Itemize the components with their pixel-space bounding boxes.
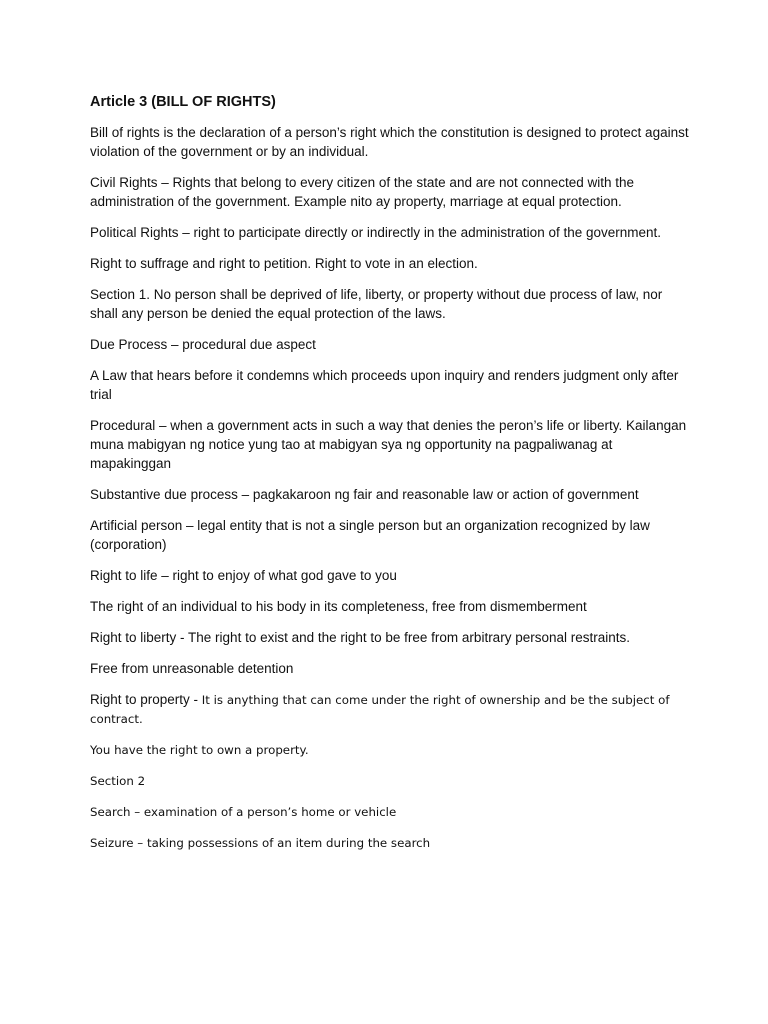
paragraph-civil-rights: Civil Rights – Rights that belong to every citizen of the state and are not connected with the administration of the government. Example nito ay property, marriage at equal protection. — [90, 175, 635, 209]
paragraph-right-to-life: Right to life – right to enjoy of what god gave to you — [90, 568, 397, 583]
paragraph-search: Search – examination of a person’s home or vehicle — [90, 805, 397, 819]
paragraph-section-2: Section 2 — [90, 774, 146, 788]
right-to-property-text: It is anything that can come under the right of ownership and be the subject of contract. — [90, 693, 670, 726]
paragraph-free-from-detention: Free from unreasonable detention — [90, 661, 294, 676]
right-to-property-lead: Right to property - — [90, 692, 202, 707]
paragraph-seizure: Seizure – taking possessions of an item during the search — [90, 836, 431, 850]
article-title: Article 3 (BILL OF RIGHTS) — [90, 94, 276, 110]
paragraph-right-to-liberty: Right to liberty - The right to exist and the right to be free from arbitrary personal restraints. — [90, 630, 630, 645]
paragraph-own-property: You have the right to own a property. — [90, 743, 309, 757]
document-body — [90, 93, 690, 865]
paragraph-right-to-property — [90, 690, 690, 729]
paragraph-political-rights: Political Rights – right to participate directly or indirectly in the administration of the government. — [90, 225, 662, 240]
paragraph-right-to-suffrage: Right to suffrage and right to petition. Right to vote in an election. — [90, 256, 478, 271]
paragraph-law-hears: A Law that hears before it condemns which proceeds upon inquiry and renders judgment only after trial — [90, 368, 679, 402]
paragraph-bill-of-rights: Bill of rights is the declaration of a person’s right which the constitution is designed to protect against violation of the government or by an individual. — [90, 125, 689, 159]
paragraph-substantive-due-process: Substantive due process – pagkakaroon ng fair and reasonable law or action of government — [90, 487, 639, 502]
paragraph-section-1: Section 1. No person shall be deprived of life, liberty, or property without due process of law, nor shall any person be denied the equal protection of the laws. — [90, 287, 663, 321]
paragraph-right-of-individual: The right of an individual to his body in its completeness, free from dismemberment — [90, 599, 587, 614]
paragraph-artificial-person: Artificial person – legal entity that is not a single person but an organization recognized by law (corporation) — [90, 518, 650, 552]
paragraph-due-process: Due Process – procedural due aspect — [90, 337, 316, 352]
paragraph-procedural: Procedural – when a government acts in such a way that denies the peron’s life or liberty. Kailangan muna mabigyan ng notice yung tao at mabigyan sya ng opportunity na pagpaliwanag at mapakinggan — [90, 418, 687, 471]
